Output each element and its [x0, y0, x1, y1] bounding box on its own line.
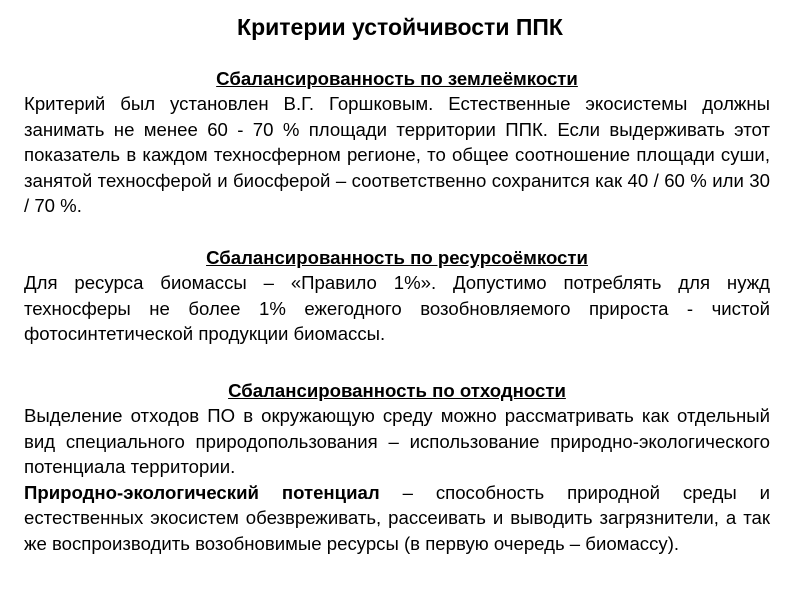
- section-waste: [24, 378, 770, 556]
- definition-text: – способность природной среды и естественных экосистем обезвреживать, рассеивать и выводить загрязнители, а так же воспроизводить возобновимые ресурсы (в первую очередь – биомассу).: [24, 481, 770, 554]
- definition-term: Природно-экологический потенциал: [24, 481, 380, 503]
- section-text: Критерий был установлен В.Г. Горшковым. Естественные экосистемы должны занимать не менее 60 - 70 % площади территории ППК. Если выдерживать этот показатель в каждом техносферном регионе, то общее соотношение площади суши, занятой техносферой и биосферой – соответственно сохранится как 40 / 60 % или 30 / 70 %.: [24, 93, 770, 216]
- section-heading: Сбалансированность по землеёмкости: [216, 68, 578, 89]
- section-heading: Сбалансированность по ресурсоёмкости: [206, 247, 588, 268]
- section-text: Выделение отходов ПО в окружающую среду можно рассматривать как отдельный вид специального природопользования – использование природно-экологического потенциала территории.: [24, 405, 770, 477]
- section-text: Для ресурса биомассы – «Правило 1%». Допустимо потреблять для нужд техносферы не более 1% ежегодного возобновляемого прироста - чистой фотосинтетической продукции биомассы.: [24, 272, 770, 344]
- section-heading: Сбалансированность по отходности: [228, 380, 566, 401]
- section-resource-capacity: [24, 245, 770, 347]
- section-land-capacity: [24, 66, 770, 219]
- definition-paragraph: [24, 480, 770, 557]
- slide-title: Критерии устойчивости ППК: [237, 14, 563, 40]
